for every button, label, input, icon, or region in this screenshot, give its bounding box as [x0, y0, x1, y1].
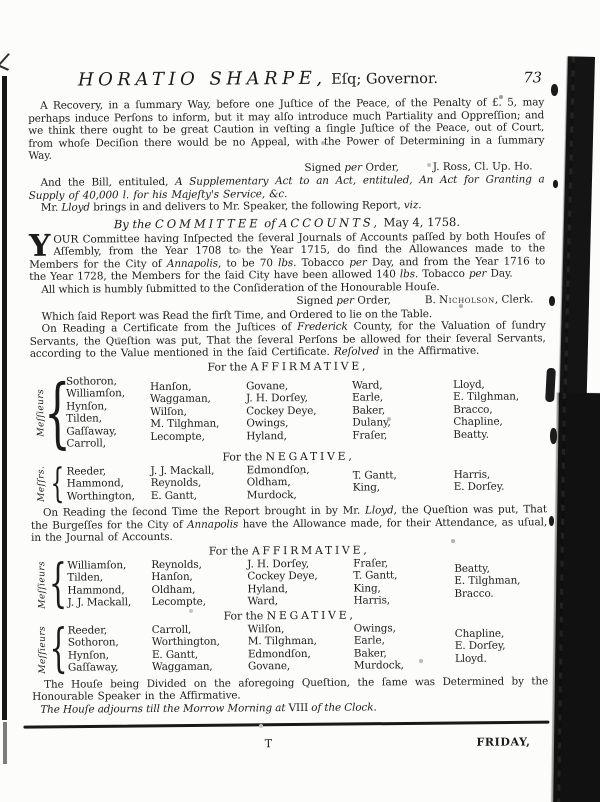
voter-column	[248, 622, 354, 673]
voter-name: Wilſon,	[247, 622, 285, 635]
voter-name: Bracco.	[454, 587, 494, 600]
text-segment: brings in and delivers to Mr. Speaker, the following Report,	[89, 199, 404, 214]
voter-name: Reeder,	[66, 464, 107, 478]
voter-name: Ward,	[247, 595, 278, 608]
voter-name: Carroll,	[151, 623, 192, 636]
voter-column	[151, 464, 247, 502]
voter-name: Chapline,	[454, 627, 505, 640]
voter-name: King,	[353, 581, 381, 595]
voter-name: Fraſer,	[352, 429, 388, 442]
text-segment: have the Allowance made, for their Attendance, as uſual, in the Journal of Accounts.	[31, 515, 548, 544]
voter-name: Cockey Deye,	[246, 404, 317, 418]
text-segment: per	[349, 256, 367, 269]
voter-name: Gaſſaway,	[67, 661, 119, 674]
voter-name: Hanſon,	[151, 570, 193, 584]
text-segment: A Supplementary Act to an Act, entituled, An Act for Granting a Supply of 40,000 l. for his Majeſty's Service, &c.	[28, 173, 545, 202]
text-segment: ACCOUNTS,	[279, 214, 381, 230]
text-segment: per	[336, 294, 355, 307]
voter-name: Harris,	[453, 468, 491, 481]
voter-name: J. J. Mackall,	[150, 464, 215, 477]
paragraph-second-reading	[31, 503, 547, 544]
paragraph-certificate	[30, 319, 546, 360]
voter-name: E. Dorſey,	[454, 639, 506, 653]
voter-name: Hanſon,	[150, 380, 192, 393]
voter-name: J. H. Dorſey,	[247, 557, 309, 570]
voter-name: Tilden,	[66, 412, 102, 425]
scan-ink-blob	[553, 180, 558, 188]
voter-column	[247, 557, 353, 608]
voter-name: Hammond,	[67, 583, 125, 597]
text-segment: , Clerk.	[494, 293, 534, 306]
signed-per-order	[296, 294, 390, 307]
brace-glyph: {	[49, 618, 69, 679]
text-segment: of	[260, 215, 280, 230]
voter-name: Hynſon,	[66, 399, 108, 413]
voter-name: Sothoron,	[67, 636, 119, 649]
voter-name: Williamſon,	[67, 558, 127, 572]
voter-name: Cockey Deye,	[247, 569, 318, 583]
voter-name: Waggaman,	[151, 660, 213, 674]
voter-column	[151, 558, 247, 609]
voter-name: Hyland,	[246, 429, 287, 443]
voter-name: J. J. Mackall,	[67, 596, 132, 609]
text-segment: Lloyd	[61, 201, 91, 214]
drop-cap: Y	[28, 228, 51, 264]
voter-name: Earle,	[352, 391, 384, 404]
horizontal-rule	[23, 721, 549, 729]
voter-column	[152, 623, 248, 674]
voter-name: Earle,	[353, 634, 385, 647]
voter-name: Lecompte,	[151, 595, 206, 609]
voter-column	[455, 627, 548, 665]
vote-table	[36, 618, 548, 679]
voter-name: Govane,	[247, 660, 291, 673]
voter-name: Murdock,	[353, 659, 404, 672]
text-segment: NEGATIVE,	[266, 608, 356, 622]
margin-label-messrs	[35, 465, 49, 503]
text-segment: For the	[208, 543, 252, 558]
voter-name: E. Gantt,	[150, 489, 197, 502]
voter-name: M. Tilghman,	[150, 417, 220, 431]
masthead	[28, 66, 544, 91]
voter-name: Tilden,	[67, 571, 104, 584]
footer	[33, 735, 549, 761]
text-segment: The Houſe adjourns till the Morrow Morning at	[40, 701, 289, 716]
text-segment: HORATIO SHARPE,	[77, 67, 327, 91]
voter-name: Worthington,	[151, 635, 220, 649]
text-segment: Frederick	[297, 320, 348, 334]
vote-section-negative-2	[32, 607, 548, 679]
voter-name: E. Gantt,	[151, 648, 199, 661]
text-segment: May 4, 1758.	[379, 214, 461, 229]
text-segment: lbs.	[278, 256, 297, 269]
voter-name: T. Gantt,	[352, 469, 397, 482]
brace-icon	[49, 553, 68, 614]
scan-ink-blob	[551, 84, 558, 96]
voter-column	[67, 465, 151, 503]
scan-band-texture	[557, 393, 566, 802]
voter-name: Chapline,	[453, 415, 503, 429]
voter-column	[246, 379, 352, 442]
margin-label-messieurs	[36, 624, 50, 674]
voter-name: Dulany,	[352, 416, 391, 429]
text-segment: Tobacco	[296, 256, 350, 269]
voter-name: Reeder,	[67, 623, 108, 637]
signature-mark: T	[264, 737, 273, 751]
voter-column	[353, 469, 454, 495]
voter-name: E. Tilghman,	[453, 390, 520, 404]
voter-name: M. Tilghman,	[247, 634, 317, 648]
voter-name: Williamſon,	[66, 387, 125, 400]
text-segment: AFFIRMATIVE,	[251, 543, 370, 557]
scan-left-strip-tail	[3, 722, 7, 764]
paragraph-bill	[29, 173, 545, 202]
page-title	[78, 67, 438, 91]
text-segment: Order,	[354, 294, 391, 307]
text-segment: COMMITTEE	[154, 215, 261, 231]
voter-column	[67, 559, 151, 610]
text-segment: , to be 70	[217, 256, 279, 270]
voter-name: Harris,	[353, 594, 391, 607]
committee-report-text	[29, 230, 545, 283]
scan-left-strip	[2, 76, 7, 720]
brace-glyph: {	[49, 553, 68, 614]
scan-edge-band-bottom	[553, 393, 600, 802]
voter-name: Govane,	[246, 379, 289, 393]
voter-name: Lecompte,	[150, 430, 205, 443]
text-segment: For the	[207, 359, 251, 374]
scan-ink-blob	[550, 428, 557, 444]
text-segment: On Reading the ſecond Time the Report brought in by Mr.	[42, 504, 366, 519]
voter-name: Ward,	[352, 379, 383, 392]
scan-noise-speckles	[0, 0, 2, 2]
text-segment: Day.	[486, 267, 513, 280]
voter-name: E. Tilghman,	[454, 574, 521, 588]
line-report-read: Which ſaid Report was Read the firſt Time, and Ordered to lie on the Table.	[41, 307, 433, 323]
voter-name: Hammond,	[66, 477, 124, 490]
text-segment: Day, and from the Year 1716 to the Year 1728, the Members for the ſaid City have been allowed 140	[29, 254, 546, 283]
voter-name: Lloyd.	[454, 652, 487, 665]
margin-label-text: Meſſieurs	[36, 388, 47, 437]
text-segment: Signed	[304, 161, 345, 174]
paragraph-house-divided	[32, 675, 548, 704]
voter-name: Hynſon,	[67, 648, 109, 662]
text-segment: A Recovery, in a ſummary Way, before one Juſtice of the Peace, of the Penalty of £. 5, may perhaps induce Perſons to inform, but it may alſo introduce much Partiality and Oppreſſion; and we think there ought to be great Caution in veſting a ſingle Juſtice of the Peace, out of Court, from whoſe Deciſion there would be no Appeal, with the Power of Determining in a ſummary Way.	[28, 96, 545, 162]
voter-column	[353, 556, 454, 607]
vote-section-affirmative-2	[31, 542, 547, 614]
text-segment: County, for the Valuation of ſundry Servants, the Queſtion was put, That the ſeveral Perſons be allowed for their ſeveral Servants, according to the Value mentioned in the ſaid Certificate.	[29, 319, 546, 360]
catchword-friday: FRIDAY,	[476, 735, 531, 749]
vote-section-negative-1	[30, 448, 546, 507]
voter-name: Wilſon,	[150, 405, 187, 418]
voter-name: Waggaman,	[150, 392, 211, 406]
voter-name: Worthington,	[66, 489, 135, 503]
text-segment: AFFIRMATIVE,	[250, 359, 369, 373]
voter-name: Oldham,	[246, 476, 291, 489]
text-segment: in the Affirmative.	[379, 344, 480, 358]
voter-column	[68, 624, 152, 675]
text-segment: For the	[222, 449, 266, 464]
voter-name: Murdock,	[246, 488, 297, 501]
text-segment: By the	[113, 216, 155, 231]
voter-name: Lloyd,	[452, 378, 485, 391]
scan-ink-blob	[549, 516, 554, 526]
text-segment: , the Queſtion was put, That the Burgeſſes for the City of	[30, 503, 547, 532]
brace-icon	[43, 367, 71, 457]
voter-name: King,	[352, 481, 381, 494]
text-segment: On Reading a Certificate from the Juſtices of	[41, 321, 298, 335]
line-lloyd-report	[29, 198, 545, 214]
voter-name: Oldham,	[151, 583, 196, 596]
voter-name: Baker,	[352, 404, 386, 417]
text-segment: The Houſe being Divided on the aforegoing Queſtion, the ſame was Determined by the Honourable Speaker in the Affirmative.	[32, 674, 549, 703]
page-number: 73	[523, 70, 542, 87]
brace-icon	[49, 618, 69, 679]
voter-name: Beatty.	[453, 428, 489, 441]
text-segment: Lloyd	[364, 504, 394, 517]
voter-column	[454, 468, 547, 494]
text-segment: NEGATIVE,	[265, 449, 355, 463]
text-segment: Annapolis	[166, 257, 219, 270]
text-segment: Order,	[362, 160, 399, 174]
text-segment: VIII	[288, 701, 309, 714]
text-segment: viz.	[403, 199, 422, 212]
text-segment: Mr.	[40, 201, 62, 214]
brace-glyph: {	[43, 367, 71, 457]
text-segment: Nicholson	[439, 293, 495, 307]
voter-name: Owings,	[246, 417, 289, 430]
margin-label-messieurs	[35, 559, 49, 609]
voter-column	[66, 375, 151, 451]
committee-of-accounts-heading	[29, 214, 545, 232]
voter-column	[454, 562, 547, 600]
voter-name: Baker,	[353, 646, 387, 660]
clerk-signature	[425, 293, 534, 306]
paragraph-committee-report	[29, 230, 545, 284]
text-segment: lbs.	[399, 268, 419, 281]
voter-name: E. Dorſey.	[453, 480, 505, 494]
vote-table	[35, 460, 547, 507]
voter-name: Hyland,	[247, 582, 288, 595]
brace-icon	[49, 460, 67, 507]
voter-column	[453, 378, 546, 441]
voter-name: J. H. Dorſey,	[246, 392, 308, 405]
voter-column	[247, 463, 353, 501]
voter-column	[354, 621, 455, 672]
voter-column	[150, 380, 246, 443]
paragraph-recovery	[28, 96, 544, 162]
margin-label-text: Meſſieurs	[37, 625, 49, 674]
scan-ink-blob	[549, 296, 555, 306]
text-segment: OUR Committee having Inſpected the ſeveral Journals of Accounts paſſed by both Houſes of Aſſembly, from the Year 1708 to the Year 1715, do find the Allowances made to the Members for the City of	[29, 229, 546, 271]
brace-glyph: {	[50, 460, 65, 507]
voter-name: T. Gantt,	[353, 569, 398, 582]
voter-name: Gaſſaway,	[66, 424, 117, 438]
margin-label-text: Meſſrs.	[36, 466, 47, 502]
voter-column	[352, 379, 453, 442]
clerk-signature: J. Ross, Cl. Up. Ho.	[432, 159, 533, 173]
text-segment: per	[344, 161, 363, 174]
voter-name: Beatty,	[454, 562, 490, 575]
text-segment: Annapolis	[187, 517, 239, 531]
text-segment: For the	[223, 608, 267, 623]
voter-name: Carroll,	[66, 437, 106, 450]
line-adjournment	[40, 700, 548, 716]
text-segment: Eſq; Governor.	[326, 71, 439, 88]
text-segment: per	[468, 267, 487, 280]
scan-ink-blob	[545, 368, 556, 402]
voter-name: Fraſer,	[353, 556, 389, 570]
signed-per-order	[304, 161, 398, 174]
text-segment: And the Bill, entituled,	[40, 175, 176, 189]
voter-name: Reynolds,	[150, 476, 202, 490]
line-submitted: All which is humbly ſubmitted to the Conſideration of the Honourable Houſe.	[41, 280, 440, 296]
text-segment: Reſolved	[333, 345, 380, 358]
text-segment: Signed	[296, 294, 337, 308]
voter-name: Bracco,	[453, 403, 493, 416]
voter-name: Reynolds,	[151, 558, 202, 571]
voter-name: Sothoron,	[65, 374, 117, 388]
text-segment: Tobacco	[418, 267, 469, 281]
text-segment: B.	[424, 294, 440, 307]
voter-name: Owings,	[353, 621, 396, 635]
vote-table	[35, 553, 547, 614]
voter-name: Edmondſon,	[246, 463, 310, 476]
text-segment: of the Clock.	[308, 700, 377, 714]
margin-label-text: Meſſieurs	[37, 560, 48, 609]
voter-name: Edmondſon,	[247, 647, 311, 660]
